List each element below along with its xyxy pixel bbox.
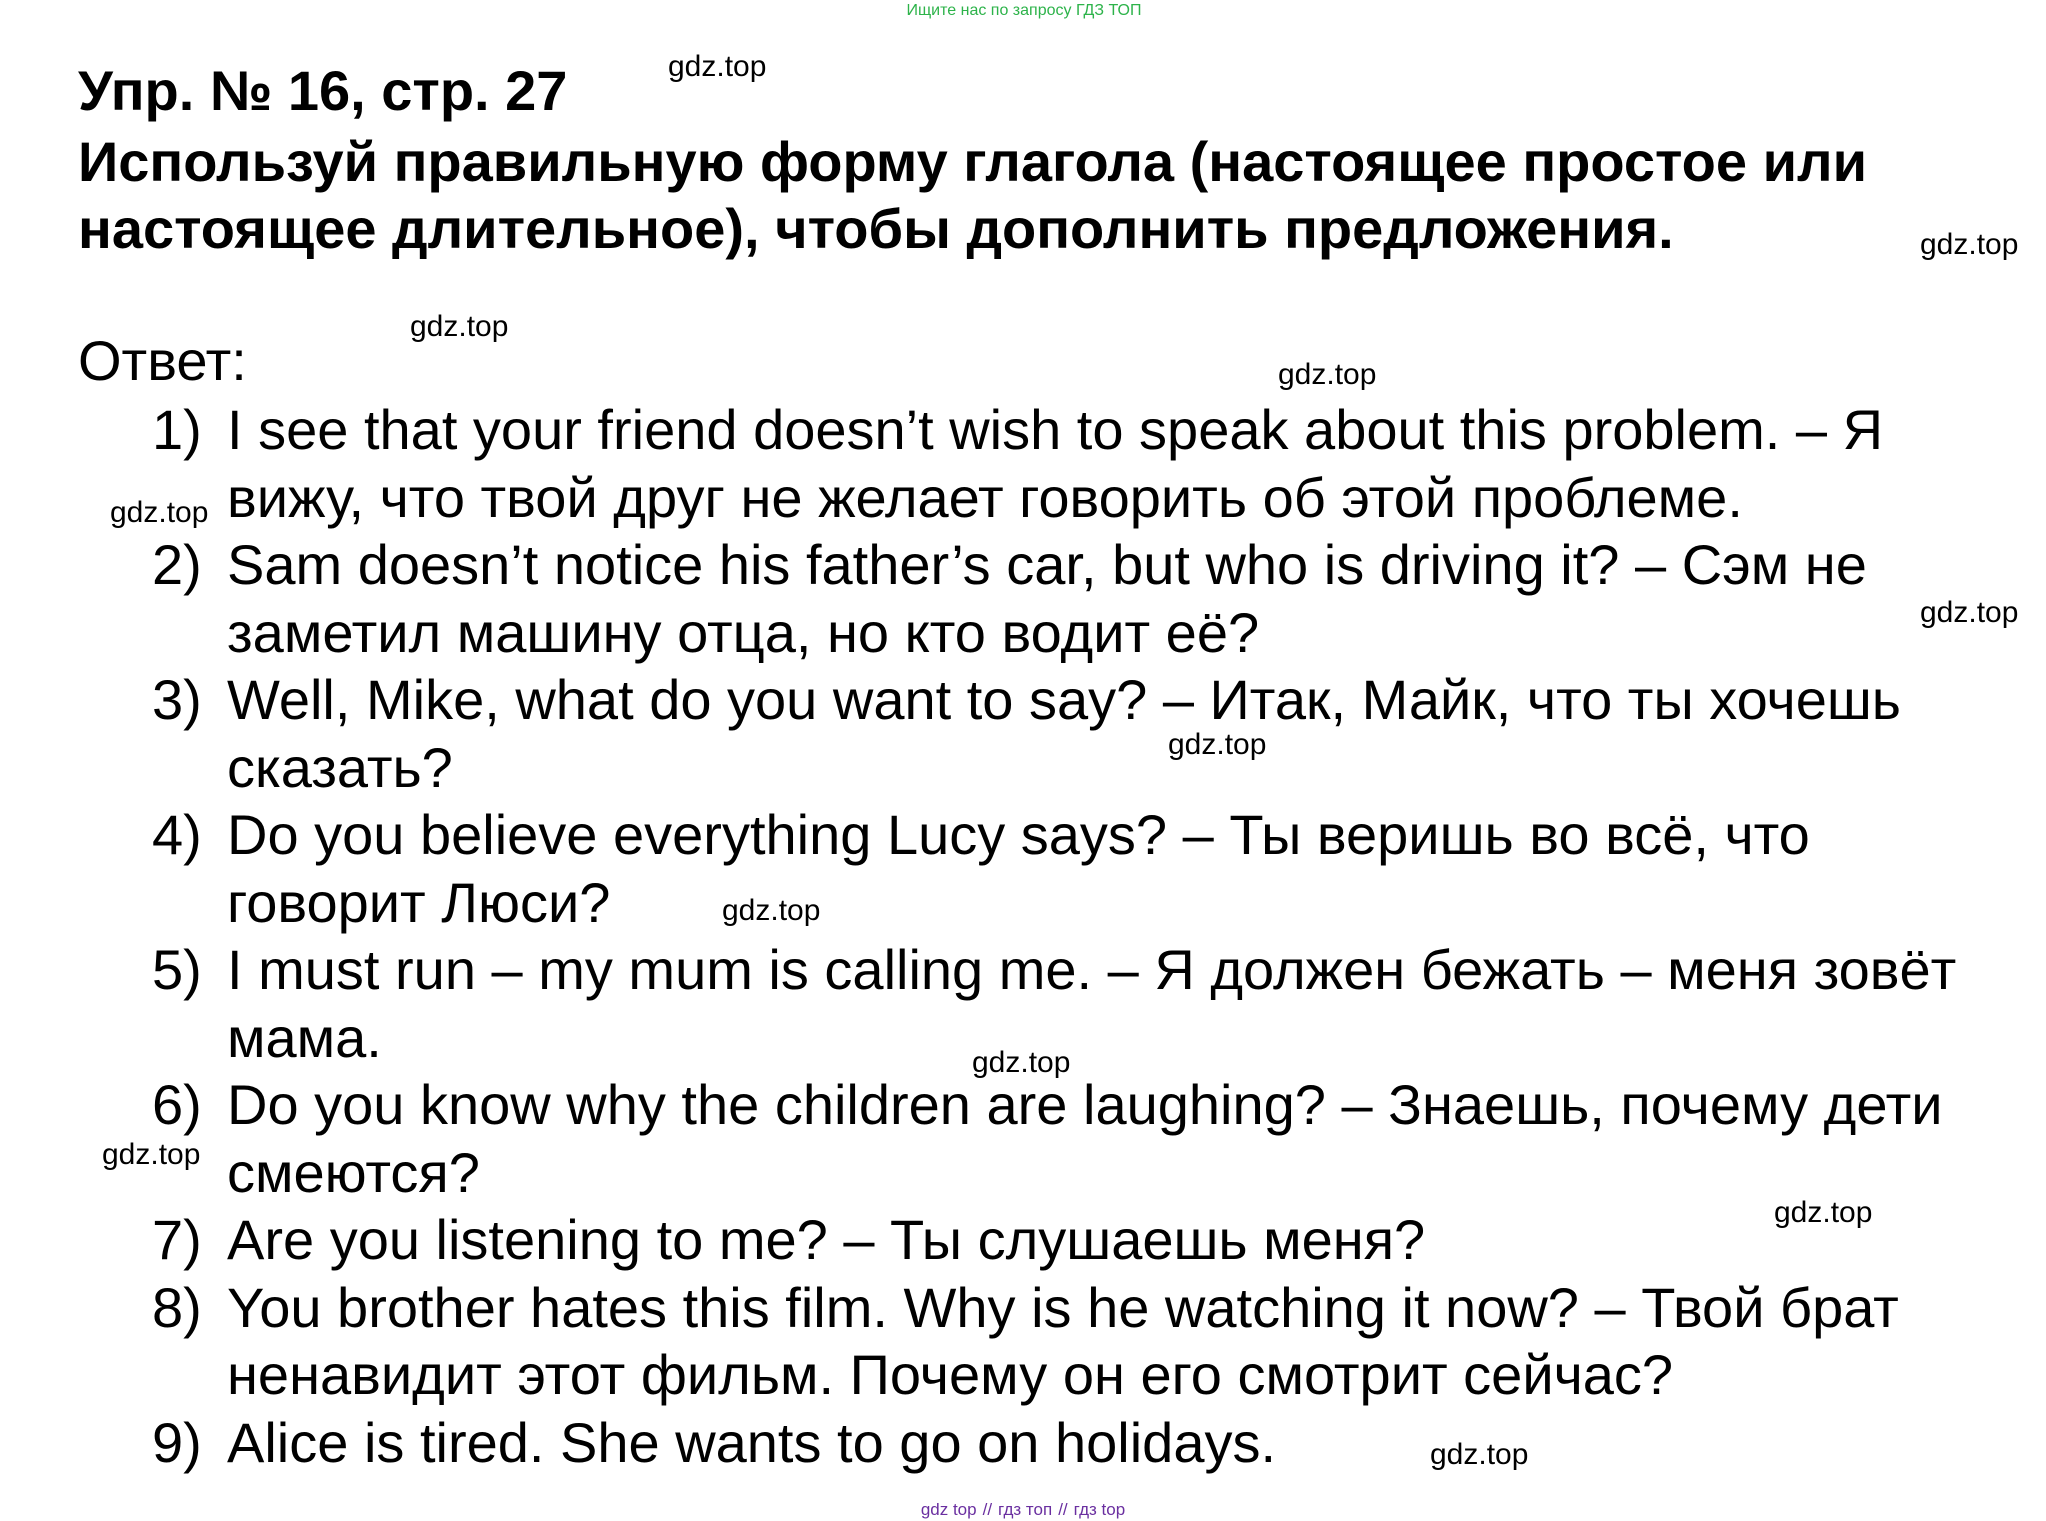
answer-number: 7) [152, 1208, 202, 1271]
top-banner: Ищите нас по запросу ГДЗ ТОП [906, 2, 1142, 19]
answer-item-3 [0, 666, 1987, 801]
answer-label: Ответ: [78, 329, 247, 392]
watermark: gdz.top [722, 894, 821, 927]
answer-text: Do you know why the children are laughing? – Знаешь, почему дети смеются? [227, 1073, 1943, 1204]
exercise-title: Упр. № 16, стр. 27 [78, 59, 568, 122]
answer-item-9 [0, 1409, 1987, 1477]
watermark: gdz.top [110, 496, 209, 529]
answer-number: 8) [152, 1275, 202, 1339]
footer-link[interactable]: гдз top [1073, 1500, 1126, 1519]
answer-list [0, 396, 2046, 1476]
answer-number: 6) [152, 1073, 202, 1136]
footer [0, 1500, 2046, 1520]
answer-item-2 [0, 531, 1987, 666]
watermark: gdz.top [1774, 1196, 1873, 1229]
answer-text: Alice is tired. She wants to go on holidays. [227, 1410, 1277, 1474]
watermark: gdz.top [410, 310, 509, 343]
watermark: gdz.top [1278, 358, 1377, 391]
watermark: gdz.top [1920, 596, 2019, 629]
answer-item-4 [0, 801, 1987, 936]
watermark: gdz.top [1430, 1438, 1529, 1471]
answer-number: 2) [152, 533, 202, 596]
watermark: gdz.top [1920, 228, 2019, 261]
watermark: gdz.top [668, 50, 767, 83]
answer-text: Well, Mike, what do you want to say? – Итак, Майк, что ты хочешь сказать? [227, 668, 1901, 799]
footer-link[interactable]: гдз топ [998, 1500, 1053, 1519]
answer-text: Are you listening to me? – Ты слушаешь меня? [227, 1208, 1426, 1271]
answer-number: 1) [152, 398, 202, 461]
answer-text: I see that your friend doesn’t wish to speak about this problem. – Я вижу, что твой друг не желает говорить об этой проблеме. [227, 398, 1884, 529]
watermark: gdz.top [102, 1138, 201, 1171]
answer-text: Sam doesn’t notice his father’s car, but who is driving it? – Сэм не заметил машину отца, но кто водит её? [227, 533, 1867, 664]
answer-number: 9) [152, 1410, 202, 1474]
answer-number: 3) [152, 668, 202, 731]
footer-link[interactable]: gdz top [920, 1500, 977, 1519]
answer-number: 5) [152, 938, 202, 1001]
answer-item-1 [0, 396, 1987, 531]
answer-text: Do you believe everything Lucy says? – Ты веришь во всё, что говорит Люси? [227, 803, 1810, 934]
footer-separator: // [1058, 1500, 1068, 1519]
answer-item-7 [0, 1206, 1987, 1274]
answer-number: 4) [152, 803, 202, 866]
answer-text: I must run – my mum is calling me. – Я должен бежать – меня зовёт мама. [227, 938, 1957, 1069]
footer-separator: // [982, 1500, 993, 1519]
watermark: gdz.top [972, 1046, 1071, 1079]
answer-text: You brother hates this film. Why is he watching it now? – Твой брат ненавидит этот фильм. Почему он его смотрит сейчас? [227, 1275, 1899, 1406]
watermark: gdz.top [1168, 728, 1267, 761]
task-instruction: Используй правильную форму глагола (настоящее простое или настоящее длительное), чтобы дополнить предложения. [78, 130, 1867, 260]
answer-item-6 [0, 1071, 1987, 1206]
answer-item-8 [0, 1274, 1987, 1409]
